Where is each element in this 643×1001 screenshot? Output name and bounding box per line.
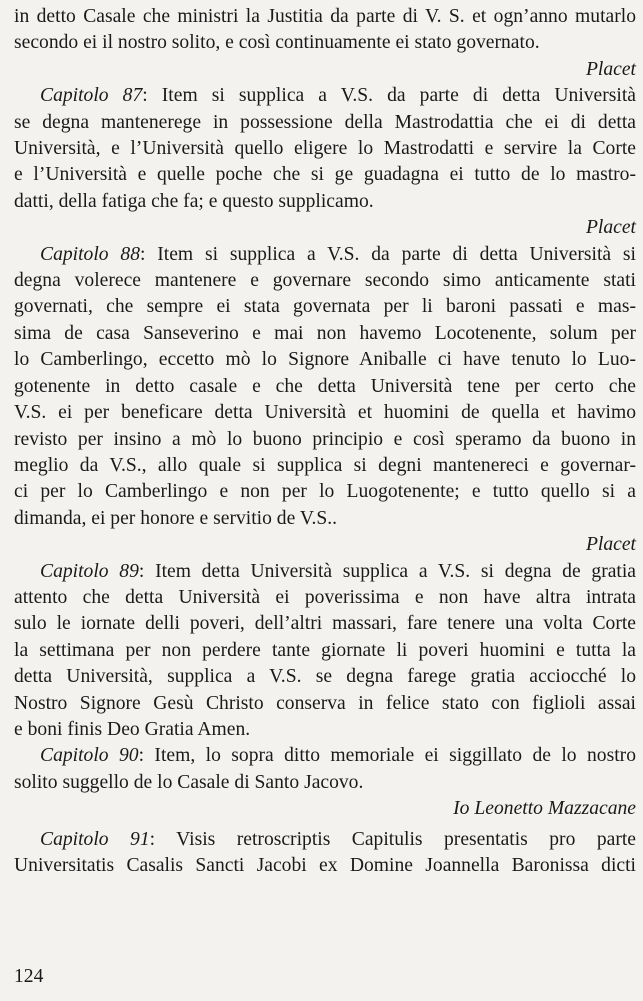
text-line: solito suggello de lo Casale di Santo Jacovo. <box>14 771 364 793</box>
text-line: Università, e l’Università quello eligere lo Mastrodatti e servire la Corte <box>14 138 636 160</box>
text-line: e boni finis Deo Gratia Amen. <box>14 718 251 740</box>
text-line: e l’Università e quelle poche che si ge guadagna ei tutto de lo mastro- <box>14 164 636 186</box>
text-line: lo Camberlingo, eccetto mò lo Signore Aniballe ci have tenuto lo Luo- <box>14 349 636 371</box>
text-line: Universitatis Casalis Sancti Jacobi ex Domine Joannella Baronissa dicti <box>14 855 636 876</box>
text-line: Nostro Signore Gesù Christo conserva in felice stato con figlioli assai <box>14 692 636 714</box>
text-segment: : Visis retroscriptis Capitulis presentatis pro parte <box>149 828 636 850</box>
text-line: governati, che sempre ei stata governata per li baroni passati e mas- <box>14 296 636 318</box>
chapter-90-first-line <box>14 743 636 769</box>
chapter-89-first-line <box>14 559 636 585</box>
page-number: 124 <box>14 966 44 987</box>
chapter-87-label: Capitolo 87 <box>40 85 143 107</box>
text-segment: : Item detta Università supplica a V.S. si degna de gratia <box>138 560 636 582</box>
text-line: datti, della fatiga che fa; e questo supplicamo. <box>14 190 374 212</box>
placet-label: Placet <box>585 58 636 80</box>
placet-label: Placet <box>585 217 636 239</box>
text-line: sulo le iornate delli poveri, dell’altri massari, fare tenere una volta Corte <box>14 613 636 635</box>
text-line: la settimana per non perdere tante giornate li poveri huomini e tutta la <box>14 639 636 661</box>
text-line: in detto Casale che ministri la Justitia da parte di V. S. et ogn’anno mutarlo <box>14 6 636 27</box>
body-text <box>14 4 636 879</box>
text-line: gotenente in detto casale e che detta Università tene per certo che <box>14 375 636 397</box>
text-line: sima de casa Sanseverino e mai non havemo Locotenente, solum per <box>14 322 636 344</box>
chapter-91-label: Capitolo 91 <box>40 828 150 850</box>
text-line: attento che detta Università ei poverissima e non have altra intrata <box>14 586 636 608</box>
chapter-88-first-line <box>14 242 636 268</box>
text-segment: : Item, lo sopra ditto memoriale ei siggillato de lo nostro <box>138 745 636 767</box>
chapter-89-label: Capitolo 89 <box>40 560 139 582</box>
text-line: meglio da V.S., allo quale si supplica si degni mantenereci e governar- <box>14 454 636 476</box>
text-line: secondo ei il nostro solito, e così continuamente ei stato governato. <box>14 32 540 54</box>
text-line: V.S. ei per beneficare detta Università et huomini de quella et havimo <box>14 402 636 424</box>
placet-label: Placet <box>585 534 636 556</box>
text-line: ci per lo Camberlingo e non per lo Luogotenente; e tutto quello si a <box>14 481 636 503</box>
text-segment: : Item si supplica a V.S. da parte di detta Università <box>142 85 636 107</box>
text-line: revisto per insino a mò lo buono principio e così speramo da buono in <box>14 428 636 450</box>
text-line: se degna mantenerege in possessione della Mastrodattia che ei di detta <box>14 111 636 133</box>
chapter-91-first-line <box>14 827 636 853</box>
chapter-87-first-line <box>14 83 636 109</box>
text-line: dimanda, ei per honore e servitio de V.S.. <box>14 507 338 529</box>
chapter-88-label: Capitolo 88 <box>40 243 140 265</box>
chapter-90-label: Capitolo 90 <box>40 745 139 767</box>
text-segment: : Item si supplica a V.S. da parte di detta Università si <box>140 243 636 265</box>
signature: Io Leonetto Mazzacane <box>453 798 636 820</box>
text-line: degna volerece mantenere e governare secondo simo anticamente stati <box>14 270 636 292</box>
text-line: detta Università, supplica a V.S. se degna farege gratia acciocché lo <box>14 666 636 688</box>
